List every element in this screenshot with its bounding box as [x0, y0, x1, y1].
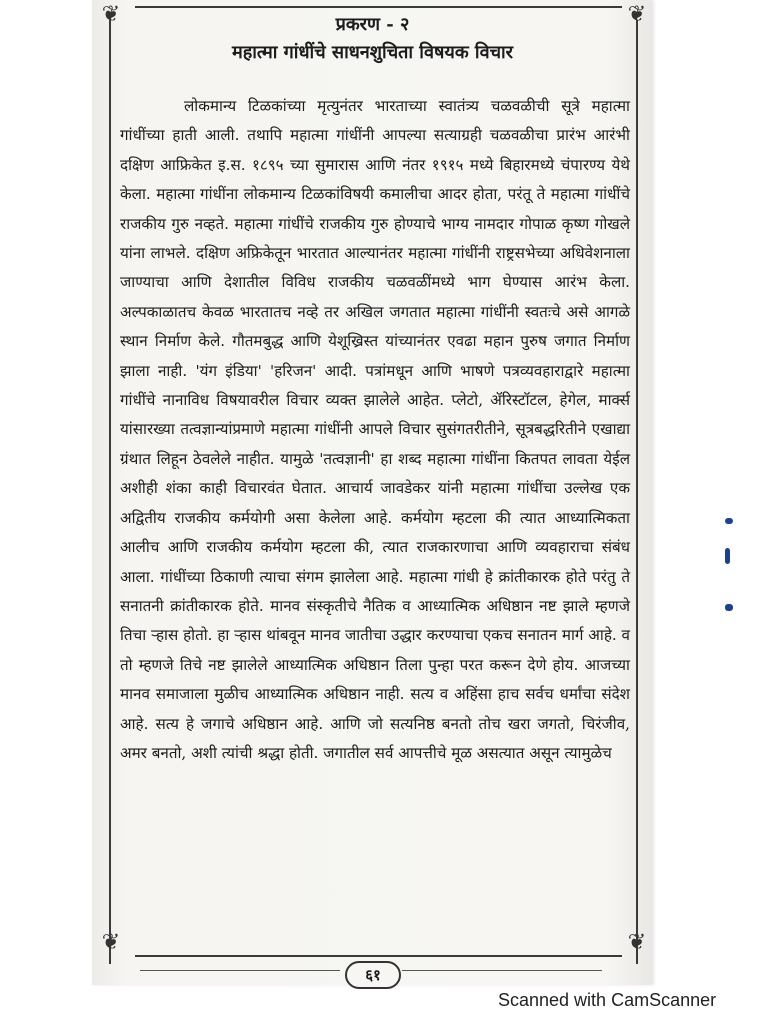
- scanner-watermark: Scanned with CamScanner: [498, 990, 717, 1010]
- footer-flourish-left: [140, 970, 340, 971]
- page-edge-mark: [725, 518, 733, 524]
- page-edge-mark: [725, 604, 733, 611]
- paragraph: लोकमान्य टिळकांच्या मृत्युनंतर भारताच्या स्वातंत्र्य चळवळीची सूत्रे महात्मा गांधींच्या हाती आली. तथापि महात्मा गांधींनी आपल्या सत्याग्रही चळवळीचा प्रारंभ आरंभी दक्षिण आफ्रिकेत इ.स. १८९५ च्या सुमारास आणि नंतर १९१५ मध्ये बिहारमध्ये चंपारण्य येथे केला. महात्मा गांधींना लोकमान्य टिळकांविषयी कमालीचा आदर होता, परंतू ते महात्मा गांधींचे राजकीय गुरु नव्हते. महात्मा गांधींचे राजकीय गुरु होण्याचे भाग्य नामदार गोपाळ कृष्ण गोखले यांना लाभले. दक्षिण अफ्रिकेतून भारतात आल्यानंतर महात्मा गांधींनी राष्ट्रसभेच्या अधिवेशनाला जाण्याचा आणि देशातील विविध राजकीय चळवळींमध्ये भाग घेण्यास आरंभ केला. अल्पकाळातच केवळ भारतातच नव्हे तर अखिल जगतात महात्मा गांधींनी स्वतःचे असे आगळे स्थान निर्माण केले. गौतमबुद्ध आणि येशूख्रिस्त यांच्यानंतर एवढा महान पुरुष जगात निर्माण झाला नाही. 'यंग इंडिया' 'हरिजन' आदी. पत्रांमधून आणि भाषणे पत्रव्यवहाराद्वारे महात्मा गांधींचे नानाविध विषयावरील विचार व्यक्त झालेले आहेत. प्लेटो, ॲरिस्टॉटल, हेगेल, मार्क्स यांसारख्या तत्वज्ञान्यांप्रमाणे महात्मा गांधींनी आपले विचार सुसंगतरीतीने, सूत्रबद्धरितीने एखाद्या ग्रंथात लिहून ठेवलेले नाहीत. यामुळे 'तत्वज्ञानी' हा शब्द महात्मा गांधींना कितपत लावता येईल अशीही शंका काही विचारवंत घेतात. आचार्य जावडेकर यांनी महात्मा गांधींचा उल्लेख एक अद्वितीय राजकीय कर्मयोगी असा केलेला आहे. कर्मयोग म्हटला की त्यात आध्यात्मिकता आलीच आणि राजकीय कर्मयोग म्हटला की, त्यात राजकारणाचा आणि व्यवहाराचा संबंध आला. गांधींच्या ठिकाणी त्याचा संगम झालेला आहे. महात्मा गांधी हे क्रांतीकारक होते परंतु ते सनातनी क्रांतीकारक होते. मानव संस्कृतीचे नैतिक व आध्यात्मिक अधिष्ठान नष्ट झाले म्हणजे तिचा ऱ्हास होतो. हा ऱ्हास थांबवून मानव जातीचा उद्धार करण्याचा एकच सनातन मार्ग आहे. व तो म्हणजे तिचे नष्ट झालेले आध्यात्मिक अधिष्ठान तिला पुन्हा परत करून देणे होय. आजच्या मानव समाजाला मुळीच आध्यात्मिक अधिष्ठान नाही. सत्य व अहिंसा हाच सर्वच धर्मांचा संदेश आहे. सत्य हे जगाचे अधिष्ठान आहे. आणि जो सत्यनिष्ठ बनतो तोच खरा जगतो, चिरंजीव, अमर बनतो, अशी त्यांची श्रद्धा होती. जगातील सर्व आपत्तीचे मूळ असत्यात असून त्यामुळेच: [120, 97, 630, 762]
- corner-ornament-icon: ❦: [101, 930, 121, 955]
- page-edge-mark: [725, 548, 730, 564]
- border-bottom: [135, 955, 622, 957]
- chapter-heading: प्रकरण - २: [335, 14, 410, 35]
- page-title: महात्मा गांधींचे साधनशुचिता विषयक विचार: [231, 42, 514, 63]
- corner-ornament-icon: ❦: [627, 930, 647, 955]
- border-right: [636, 20, 638, 964]
- corner-ornament-icon: ❦: [101, 2, 121, 27]
- corner-ornament-icon: ❦: [627, 2, 647, 27]
- page-number: ६१: [345, 961, 401, 989]
- border-top: [135, 6, 622, 8]
- border-left: [109, 20, 111, 964]
- body-text: [120, 92, 630, 768]
- footer-flourish-right: [402, 970, 602, 971]
